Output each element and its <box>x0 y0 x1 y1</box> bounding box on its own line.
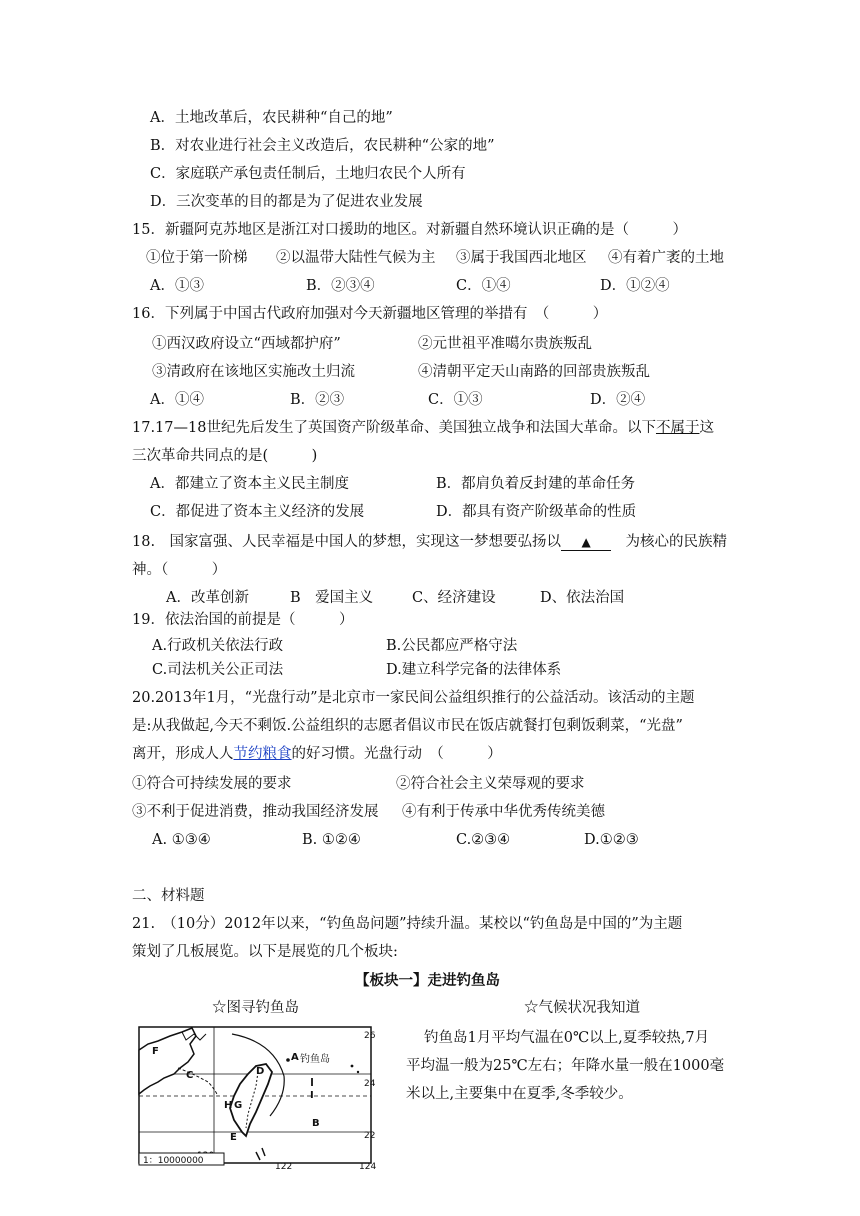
q20-statement-1: ①符合可持续发展的要求 <box>132 776 292 792</box>
map-label-d: D <box>256 1066 265 1077</box>
q15-option-a: A．①③ <box>150 278 204 294</box>
q14-option-a: A．土地改革后，农民耕种“自己的地” <box>150 110 393 126</box>
q21-stem-line1: 21. （10分）2012年以来，“钓鱼岛问题”持续升温。某校以“钓鱼岛是中国的”为主题 <box>132 916 683 932</box>
q16-statement-1: ①西汉政府设立“西域都护府” <box>152 336 341 352</box>
climate-text-line1: 钓鱼岛1月平均气温在0℃以上,夏季较热,7月 <box>424 1030 710 1046</box>
q15-option-b: B．②③④ <box>306 278 375 294</box>
q15-statement-4: ④有着广袤的土地 <box>608 250 724 266</box>
q20-option-d: D.①②③ <box>584 832 639 848</box>
q17-option-a: A．都建立了资本主义民主制度 <box>150 476 349 492</box>
q18-stem-post: 为核心的民族精 <box>611 534 728 550</box>
q17-stem-line2: 三次革命共同点的是( ) <box>132 448 318 464</box>
q20-stem-pre: 离开，形成人人 <box>132 746 234 762</box>
q14-option-c: C．家庭联产承包责任制后，土地归农民个人所有 <box>150 166 466 182</box>
block1-title: 【板块一】走进钓鱼岛 <box>355 973 500 989</box>
islet-dot-2 <box>357 1071 359 1073</box>
map-scale-label: 1：10000000 <box>143 1156 204 1166</box>
q15-statement-3: ③属于我国西北地区 <box>456 250 587 266</box>
lon-124-label: 124 <box>359 1162 377 1170</box>
q19-option-b: B.公民都应严格守法 <box>386 638 518 654</box>
q20-stem-line1: 20.2013年1月，“光盘行动”是北京市一家民间公益组织推行的公益活动。该活动的主题 <box>132 690 695 706</box>
q18-answer-blank: ▲ <box>561 534 611 551</box>
q20-stem-line3 <box>132 744 502 764</box>
q20-statement-2: ②符合社会主义荣辱观的要求 <box>396 776 585 792</box>
map-label-c: C <box>186 1070 194 1081</box>
q21-stem-line2: 策划了几板展览。以下是展览的几个板块: <box>132 944 398 960</box>
q20-statement-4: ④有利于传承中华优秀传统美德 <box>402 804 605 820</box>
q16-option-b: B．②③ <box>290 392 345 408</box>
q17-stem-line1 <box>132 418 714 438</box>
lon-122-label: 122 <box>275 1162 293 1170</box>
q17-stem-post: 这 <box>699 420 714 436</box>
q17-stem-underlined: 不属于 <box>655 420 700 436</box>
diaoyu-island-map <box>134 1024 396 1170</box>
map-caption: ☆图寻钓鱼岛 <box>212 1000 299 1016</box>
q18-stem-pre: 18. 国家富强、人民幸福是中国人的梦想，实现这一梦想要弘扬以 <box>132 534 562 550</box>
map-label-b: B <box>312 1118 320 1129</box>
q17-option-d: D．都具有资产阶级革命的性质 <box>436 504 637 520</box>
map-label-g: G <box>234 1100 243 1111</box>
q18-option-d: D、依法治国 <box>540 590 625 606</box>
q15-statement-1: ①位于第一阶梯 <box>146 250 248 266</box>
q19-stem: 19．依法治国的前提是（ ） <box>132 612 354 628</box>
q20-option-c: C.②③④ <box>456 832 511 848</box>
q17-option-b: B．都肩负着反封建的革命任务 <box>436 476 636 492</box>
map-label-f: F <box>152 1046 159 1057</box>
q19-option-c: C.司法机关公正司法 <box>152 662 284 678</box>
q15-option-c: C．①④ <box>456 278 511 294</box>
q17-option-c: C．都促进了资本主义经济的发展 <box>150 504 365 520</box>
q17-stem-pre: 17.17—18世纪先后发生了英国资产阶级革命、美国独立战争和法国大革命。以下 <box>132 420 656 436</box>
q16-option-a: A．①④ <box>150 392 204 408</box>
q16-statement-2: ②元世祖平准噶尔贵族叛乱 <box>418 336 592 352</box>
q19-option-a: A.行政机关依法行政 <box>152 638 284 654</box>
q15-option-d: D．①②④ <box>600 278 670 294</box>
q18-option-c: C、经济建设 <box>412 590 496 606</box>
save-food-link[interactable]: 节约粮食 <box>233 746 292 762</box>
q14-option-b: B．对农业进行社会主义改造后，农民耕种“公家的地” <box>150 138 495 154</box>
climate-text-line2: 平均温一般为25℃左右；年降水量一般在1000毫 <box>406 1058 725 1074</box>
q14-option-d: D．三次变革的目的都是为了促进农业发展 <box>150 194 423 210</box>
q18-stem-line1 <box>132 532 727 552</box>
climate-text-line3: 米以上,主要集中在夏季,冬季较少。 <box>406 1086 633 1102</box>
q20-statement-3: ③不利于促进消费，推动我国经济发展 <box>132 804 379 820</box>
q16-option-c: C．①③ <box>428 392 483 408</box>
lat-26-label: 26 <box>364 1031 376 1041</box>
q18-stem-line2: 神。（ ） <box>132 562 227 578</box>
map-label-e: E <box>230 1132 237 1143</box>
map-label-i: I <box>310 1090 314 1101</box>
q15-stem: 15．新疆阿克苏地区是浙江对口援助的地区。对新疆自然环境认识正确的是（ ） <box>132 222 687 238</box>
q16-stem: 16．下列属于中国古代政府加强对今天新疆地区管理的举措有 （ ） <box>132 306 608 322</box>
q16-option-d: D．②④ <box>590 392 646 408</box>
q20-stem-line2: 是:从我做起,今天不剩饭.公益组织的志愿者倡议市民在饭店就餐打包剩饭剩菜，“光盘” <box>132 718 683 734</box>
q20-option-b: B. ①②④ <box>302 832 361 848</box>
map-label-h: H <box>224 1100 233 1111</box>
section-title: 二、材料题 <box>132 888 205 904</box>
lat-22-label: 22 <box>364 1131 376 1141</box>
q20-option-a: A. ①③④ <box>152 832 211 848</box>
q18-option-a: A．改革创新 <box>166 590 249 606</box>
q15-statement-2: ②以温带大陆性气候为主 <box>276 250 436 266</box>
map-place-label: 钓鱼岛 <box>300 1054 330 1065</box>
map-label-a: A <box>291 1052 299 1063</box>
q19-option-d: D.建立科学完备的法律体系 <box>386 662 562 678</box>
q16-statement-3: ③清政府在该地区实施改土归流 <box>152 364 355 380</box>
climate-caption: ☆气候状况我知道 <box>524 1000 640 1016</box>
q20-stem-post: 的好习惯。光盘行动 （ ） <box>291 746 502 762</box>
q16-statement-4: ④清朝平定天山南路的回部贵族叛乱 <box>418 364 650 380</box>
islet-dot-1 <box>351 1065 354 1068</box>
lat-24-label: 24 <box>364 1079 376 1089</box>
diaoyu-island-dot <box>286 1058 290 1062</box>
q18-option-b: B 爱国主义 <box>290 590 374 606</box>
